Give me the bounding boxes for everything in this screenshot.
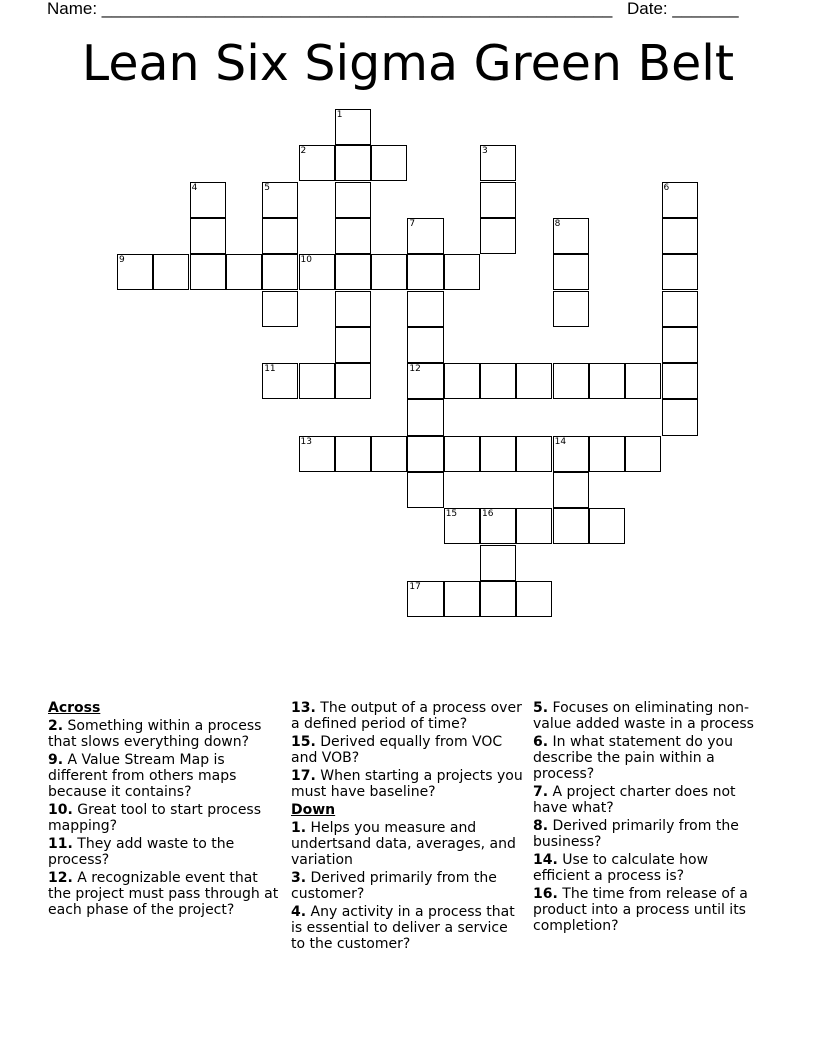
clues — [48, 700, 778, 1000]
clue-number: 11 — [264, 364, 276, 375]
across-clue: 13. The output of a process over a defined period of time? — [291, 700, 522, 732]
grid-cell[interactable] — [371, 145, 407, 181]
grid-cell[interactable] — [444, 581, 480, 617]
clue-number: 12 — [409, 364, 421, 375]
grid-cell[interactable] — [371, 254, 407, 290]
grid-cell[interactable] — [407, 327, 443, 363]
grid-cell[interactable] — [444, 254, 480, 290]
grid-cell[interactable] — [335, 109, 371, 145]
grid-cell[interactable] — [662, 218, 698, 254]
grid-cell[interactable] — [190, 182, 226, 218]
grid-cell[interactable] — [335, 363, 371, 399]
down-clue: 8. Derived primarily from the business? — [533, 818, 739, 850]
grid-cell[interactable] — [444, 436, 480, 472]
clue-number: 1 — [336, 110, 343, 120]
grid-cell[interactable] — [553, 472, 589, 508]
grid-cell[interactable] — [190, 218, 226, 254]
grid-cell[interactable] — [335, 254, 371, 290]
clues-column-3 — [533, 700, 765, 936]
grid-cell[interactable] — [553, 254, 589, 290]
grid-cell[interactable] — [444, 508, 480, 544]
clue-number: 9 — [119, 255, 125, 266]
date-field-label: Date: _______ — [627, 0, 739, 18]
grid-cell[interactable] — [262, 254, 298, 290]
grid-cell[interactable] — [662, 399, 698, 435]
clue-number: 4 — [191, 182, 198, 193]
clue-number: 3 — [482, 146, 488, 157]
clue-number: 8 — [554, 218, 561, 229]
grid-cell[interactable] — [407, 436, 443, 472]
grid-cell[interactable] — [589, 436, 625, 472]
grid-cell[interactable] — [625, 363, 661, 399]
grid-cell[interactable] — [589, 363, 625, 399]
grid-cell[interactable] — [407, 363, 443, 399]
grid-cell[interactable] — [407, 581, 443, 617]
name-field-label: Name: ______________________________________________________ — [47, 0, 613, 18]
grid-cell[interactable] — [190, 254, 226, 290]
clue-number: 7 — [409, 218, 416, 229]
grid-cell[interactable] — [153, 254, 189, 290]
grid-cell[interactable] — [516, 363, 552, 399]
grid-cell[interactable] — [407, 291, 443, 327]
grid-cell[interactable] — [516, 581, 552, 617]
down-heading: Down — [291, 802, 336, 818]
grid-cell[interactable] — [299, 363, 335, 399]
clue-number: 17 — [409, 581, 421, 592]
down-clue: 14. Use to calculate how efficient a process is? — [533, 852, 709, 884]
clue-number: 5 — [264, 182, 270, 193]
down-clue: 16. The time from release of a product into a process until its completion? — [533, 886, 748, 934]
clue-number: 2 — [300, 146, 307, 157]
grid-cell[interactable] — [371, 436, 407, 472]
grid-cell[interactable] — [480, 581, 516, 617]
across-clue: 11. They add waste to the process? — [48, 836, 235, 868]
across-clue: 10. Great tool to start process mapping? — [48, 802, 262, 834]
grid-cell[interactable] — [299, 436, 335, 472]
grid-cell[interactable] — [407, 399, 443, 435]
grid-cell[interactable] — [480, 218, 516, 254]
grid-cell[interactable] — [335, 182, 371, 218]
clue-number: 13 — [300, 436, 312, 447]
down-clue: 3. Derived primarily from the customer? — [291, 870, 497, 902]
down-clue: 6. In what statement do you describe the pain within a process? — [533, 734, 733, 782]
down-clue: 7. A project charter does not have what? — [533, 784, 736, 816]
grid-cell[interactable] — [480, 508, 516, 544]
grid-cell[interactable] — [299, 145, 335, 181]
grid-cell[interactable] — [444, 363, 480, 399]
down-clue: 5. Focuses on eliminating non-value added waste in a process — [533, 700, 754, 732]
grid-cell[interactable] — [262, 291, 298, 327]
grid-cell[interactable] — [335, 291, 371, 327]
grid-cell[interactable] — [589, 508, 625, 544]
grid-cell[interactable] — [553, 363, 589, 399]
grid-cell[interactable] — [662, 291, 698, 327]
grid-cell[interactable] — [553, 218, 589, 254]
page-title: Lean Six Sigma Green Belt — [81, 35, 735, 92]
grid-cell[interactable] — [625, 436, 661, 472]
down-clue: 1. Helps you measure and undertsand data, averages, and variation — [291, 820, 516, 868]
clue-number: 15 — [445, 509, 458, 520]
across-clue: 15. Derived equally from VOC and VOB? — [291, 734, 503, 766]
clue-number: 16 — [482, 509, 494, 520]
grid-cell[interactable] — [262, 363, 298, 399]
grid-cell[interactable] — [662, 363, 698, 399]
down-clue: 4. Any activity in a process that is essential to deliver a service to the customer? — [291, 904, 515, 952]
grid-cell[interactable] — [553, 291, 589, 327]
grid-cell[interactable] — [516, 508, 552, 544]
grid-cell[interactable] — [553, 508, 589, 544]
across-clue: 2. Something within a process that slows everything down? — [48, 718, 262, 750]
clue-number: 6 — [663, 182, 670, 193]
grid-cell[interactable] — [335, 436, 371, 472]
across-heading: Across — [48, 700, 101, 716]
across-clue: 9. A Value Stream Map is different from others maps because it contains? — [48, 752, 237, 800]
grid-cell[interactable] — [553, 436, 589, 472]
grid-cell[interactable] — [117, 254, 153, 290]
grid-cell[interactable] — [335, 218, 371, 254]
grid-cell[interactable] — [662, 327, 698, 363]
grid-cell[interactable] — [335, 145, 371, 181]
grid-cell[interactable] — [299, 254, 335, 290]
grid-cell[interactable] — [407, 254, 443, 290]
across-clue: 17. When starting a projects you must have baseline? — [291, 768, 523, 800]
across-clue: 12. A recognizable event that the project must pass through at each phase of the project? — [48, 870, 279, 918]
grid-cell[interactable] — [480, 545, 516, 581]
grid-cell[interactable] — [480, 436, 516, 472]
grid-cell[interactable] — [516, 436, 552, 472]
clue-number: 10 — [300, 255, 312, 266]
clues-column-2 — [291, 700, 523, 954]
grid-cell[interactable] — [480, 145, 516, 181]
grid-cell[interactable] — [407, 218, 443, 254]
grid-cell[interactable] — [662, 254, 698, 290]
grid-cell[interactable] — [335, 327, 371, 363]
grid-cell[interactable] — [480, 363, 516, 399]
clue-number: 14 — [554, 436, 567, 447]
grid-cell[interactable] — [262, 218, 298, 254]
grid-cell[interactable] — [226, 254, 262, 290]
clues-column-1 — [48, 700, 280, 920]
grid-cell[interactable] — [480, 182, 516, 218]
grid-cell[interactable] — [262, 182, 298, 218]
grid-cell[interactable] — [407, 472, 443, 508]
grid-cell[interactable] — [662, 182, 698, 218]
